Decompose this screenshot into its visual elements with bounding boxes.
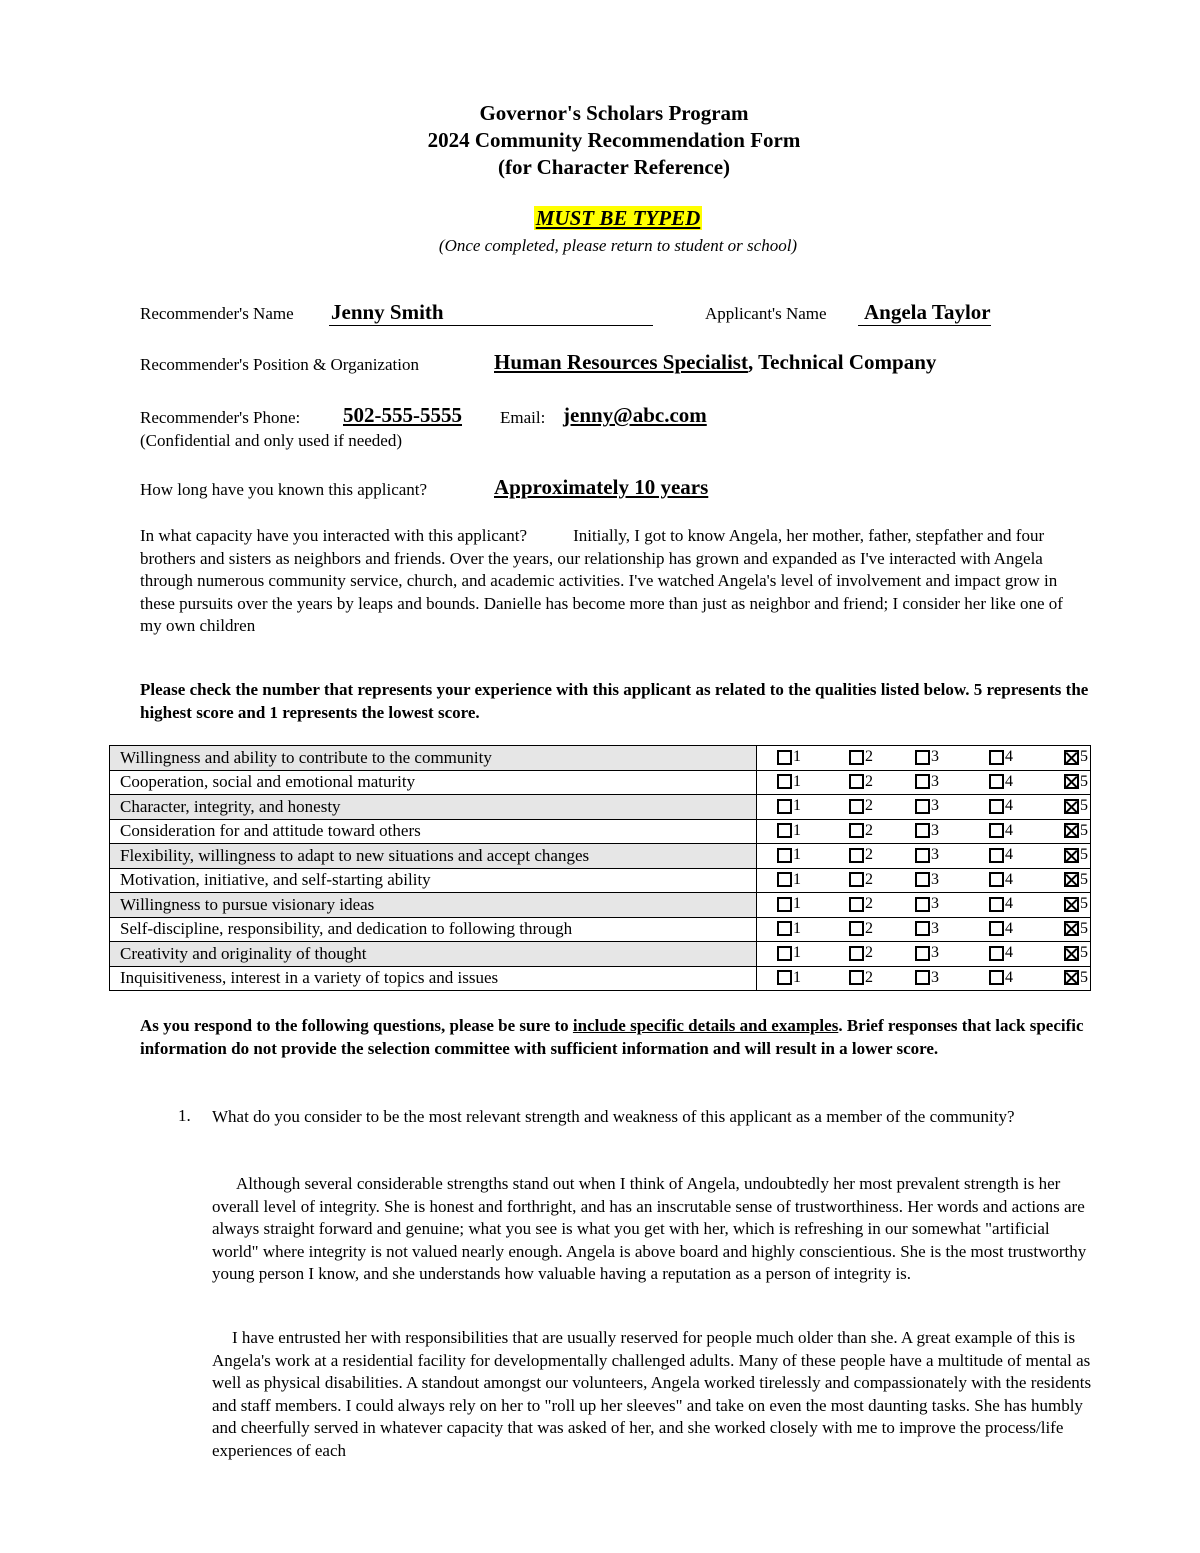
checkbox-icon[interactable] — [915, 774, 930, 789]
rating-option-2[interactable] — [849, 969, 873, 987]
rating-row — [110, 844, 1091, 869]
rating-quality-label: Flexibility, willingness to adapt to new situations and accept changes — [110, 844, 757, 869]
rating-option-number: 5 — [1080, 870, 1088, 888]
rating-quality-label: Cooperation, social and emotional maturity — [110, 770, 757, 795]
rating-option-4[interactable] — [989, 895, 1013, 913]
rating-option-number: 2 — [865, 968, 873, 986]
rating-option-1[interactable] — [777, 944, 801, 962]
rating-option-4[interactable] — [989, 773, 1013, 791]
checkbox-icon[interactable] — [915, 921, 930, 936]
checkbox-icon[interactable] — [849, 921, 864, 936]
rating-option-2[interactable] — [849, 846, 873, 864]
rating-option-2[interactable] — [849, 822, 873, 840]
checked-checkbox-icon[interactable] — [1064, 750, 1079, 765]
rating-option-1[interactable] — [777, 748, 801, 766]
rating-option-1[interactable] — [777, 920, 801, 938]
rating-option-number: 4 — [1005, 797, 1013, 815]
rating-option-2[interactable] — [849, 944, 873, 962]
rating-option-number: 4 — [1005, 944, 1013, 962]
rating-options — [757, 746, 1091, 771]
must-be-typed-label: MUST BE TYPED — [535, 206, 701, 230]
rating-option-5[interactable] — [1064, 944, 1088, 962]
checkbox-icon[interactable] — [849, 823, 864, 838]
question-1-answer-paragraph-2[interactable]: I have entrusted her with responsibilities that are usually reserved for people much older than she. A great example of this is Angela's work at a residential facility for developmentally challenged adults. Many of these people have a multitude of mental as well as physical disabilities. A standout amongst our volunteers, Angela worked tirelessly and compassionately with the residents and staff members. I could always rely on her to "roll up her sleeves" and take on even the most daunting tasks. She has humbly and cheerfully served in whatever capacity that was asked of her, and she worked closely with me to improve the process/life experiences of each — [212, 1328, 1092, 1460]
rating-row — [110, 770, 1091, 795]
applicant-name-value: Angela Taylor — [864, 300, 991, 324]
rating-quality-label: Willingness to pursue visionary ideas — [110, 893, 757, 918]
rating-option-2[interactable] — [849, 797, 873, 815]
rating-row — [110, 942, 1091, 967]
rating-option-number: 2 — [865, 895, 873, 913]
rating-option-number: 3 — [931, 772, 939, 790]
checkbox-icon[interactable] — [989, 897, 1004, 912]
rating-quality-label: Creativity and originality of thought — [110, 942, 757, 967]
program-title: Governor's Scholars Program — [479, 101, 749, 125]
questions-intro-part2: . Brief responses that lack specific information do not provide the selection committee with sufficient information and will result in a lower score. — [140, 1016, 1084, 1058]
checkbox-icon[interactable] — [915, 946, 930, 961]
rating-option-3[interactable] — [915, 797, 939, 815]
rating-option-4[interactable] — [989, 846, 1013, 864]
rating-option-number: 2 — [865, 846, 873, 864]
checkbox-icon[interactable] — [849, 897, 864, 912]
rating-option-3[interactable] — [915, 748, 939, 766]
rating-option-5[interactable] — [1064, 822, 1088, 840]
phone-value[interactable]: 502-555-5555 — [343, 403, 462, 427]
rating-row — [110, 917, 1091, 942]
rating-options — [757, 917, 1091, 942]
rating-option-number: 5 — [1080, 846, 1088, 864]
rating-option-4[interactable] — [989, 797, 1013, 815]
checkbox-icon[interactable] — [849, 872, 864, 887]
checkbox-icon[interactable] — [989, 970, 1004, 985]
rating-option-number: 5 — [1080, 821, 1088, 839]
rating-option-1[interactable] — [777, 797, 801, 815]
rating-row — [110, 893, 1091, 918]
rating-option-number: 1 — [793, 821, 801, 839]
checkbox-icon[interactable] — [777, 848, 792, 863]
rating-option-3[interactable] — [915, 871, 939, 889]
checkbox-icon[interactable] — [989, 921, 1004, 936]
checkbox-icon[interactable] — [915, 799, 930, 814]
checkbox-icon[interactable] — [915, 970, 930, 985]
rating-quality-label: Self-discipline, responsibility, and dedication to following through — [110, 917, 757, 942]
checkbox-icon[interactable] — [777, 872, 792, 887]
rating-option-number: 5 — [1080, 772, 1088, 790]
recommender-name-value: Jenny Smith — [331, 300, 444, 324]
must-be-typed-notice — [0, 206, 1200, 231]
rating-options — [757, 942, 1091, 967]
rating-option-number: 1 — [793, 895, 801, 913]
checked-checkbox-icon[interactable] — [1064, 921, 1079, 936]
checked-checkbox-icon[interactable] — [1064, 848, 1079, 863]
rating-option-number: 1 — [793, 772, 801, 790]
rating-option-1[interactable] — [777, 846, 801, 864]
rating-option-number: 4 — [1005, 821, 1013, 839]
rating-row — [110, 966, 1091, 991]
checkbox-icon[interactable] — [849, 750, 864, 765]
checkbox-icon[interactable] — [849, 799, 864, 814]
rating-option-number: 5 — [1080, 748, 1088, 766]
rating-option-number: 1 — [793, 944, 801, 962]
rating-option-number: 2 — [865, 821, 873, 839]
rating-option-4[interactable] — [989, 969, 1013, 987]
checkbox-icon[interactable] — [777, 774, 792, 789]
position-label: Recommender's Position & Organization — [140, 355, 419, 374]
rating-options — [757, 844, 1091, 869]
rating-option-number: 3 — [931, 846, 939, 864]
phone-label: Recommender's Phone: — [140, 408, 301, 427]
checkbox-icon[interactable] — [849, 946, 864, 961]
capacity-paragraph — [140, 525, 1085, 638]
checkbox-icon[interactable] — [989, 774, 1004, 789]
rating-option-number: 4 — [1005, 968, 1013, 986]
position-org-value: , Technical Company — [747, 350, 937, 374]
rating-option-3[interactable] — [915, 969, 939, 987]
rating-option-number: 4 — [1005, 919, 1013, 937]
checked-checkbox-icon[interactable] — [1064, 823, 1079, 838]
rating-option-number: 3 — [931, 797, 939, 815]
rating-quality-label: Willingness and ability to contribute to the community — [110, 746, 757, 771]
checked-checkbox-icon[interactable] — [1064, 897, 1079, 912]
applicant-name-field[interactable] — [858, 300, 991, 326]
checkbox-icon[interactable] — [777, 897, 792, 912]
checkbox-icon[interactable] — [915, 872, 930, 887]
rating-option-2[interactable] — [849, 871, 873, 889]
checkbox-icon[interactable] — [777, 946, 792, 961]
rating-option-number: 4 — [1005, 772, 1013, 790]
checkbox-icon[interactable] — [849, 848, 864, 863]
rating-option-5[interactable] — [1064, 895, 1088, 913]
rating-row — [110, 868, 1091, 893]
applicant-name-label: Applicant's Name — [705, 304, 827, 323]
rating-option-1[interactable] — [777, 969, 801, 987]
capacity-answer[interactable]: Initially, I got to know Angela, her mother, father, stepfather and four brothers and sisters as neighbors and friends. Over the years, our relationship has grown and expanded as I've interacted with Angela through numerous community service, church, and academic activities. I've watched Angela's level of involvement and impact grow in these pursuits over the years by leaps and bounds. Danielle has become more than just as neighbor and friend; I consider her like one of my own children — [140, 526, 1063, 635]
rating-options — [757, 966, 1091, 991]
rating-row — [110, 795, 1091, 820]
form-title: 2024 Community Recommendation Form — [427, 128, 801, 152]
rating-option-3[interactable] — [915, 846, 939, 864]
questions-intro — [140, 1015, 1100, 1060]
rating-option-4[interactable] — [989, 748, 1013, 766]
rating-option-number: 5 — [1080, 919, 1088, 937]
checkbox-icon[interactable] — [989, 848, 1004, 863]
rating-option-number: 1 — [793, 968, 801, 986]
known-duration-value[interactable]: Approximately 10 years — [494, 475, 709, 499]
checkbox-icon[interactable] — [915, 823, 930, 838]
rating-option-number: 5 — [1080, 968, 1088, 986]
rating-option-3[interactable] — [915, 920, 939, 938]
rating-option-number: 4 — [1005, 846, 1013, 864]
rating-option-number: 2 — [865, 772, 873, 790]
checkbox-icon[interactable] — [989, 799, 1004, 814]
rating-option-number: 3 — [931, 821, 939, 839]
rating-option-3[interactable] — [915, 773, 939, 791]
rating-option-number: 4 — [1005, 895, 1013, 913]
rating-option-number: 4 — [1005, 748, 1013, 766]
rating-option-1[interactable] — [777, 895, 801, 913]
rating-option-2[interactable] — [849, 895, 873, 913]
rating-option-4[interactable] — [989, 871, 1013, 889]
rating-option-2[interactable] — [849, 773, 873, 791]
rating-option-number: 1 — [793, 870, 801, 888]
rating-option-5[interactable] — [1064, 748, 1088, 766]
rating-option-number: 5 — [1080, 797, 1088, 815]
rating-option-2[interactable] — [849, 920, 873, 938]
rating-option-4[interactable] — [989, 944, 1013, 962]
checkbox-icon[interactable] — [777, 921, 792, 936]
rating-option-number: 3 — [931, 968, 939, 986]
known-duration-label: How long have you known this applicant? — [140, 480, 428, 499]
question-1-answer-paragraph-1[interactable]: Although several considerable strengths stand out when I think of Angela, undoubtedly her most prevalent strength is her overall level of integrity. She is honest and forthright, and has an inscrutable sense of trustworthiness. Her words and actions are always straight forward and genuine; what you see is what you get with her, which is refreshing in our somewhat "artificial world" where integrity is not valued nearly enough. Angela is above board and highly conscientious. She is the most trustworthy young person I know, and she understands how valuable having a reputation as a person of integrity is. — [212, 1174, 1087, 1283]
rating-option-4[interactable] — [989, 920, 1013, 938]
checked-checkbox-icon[interactable] — [1064, 946, 1079, 961]
form-header — [0, 100, 1200, 181]
email-label: Email: — [500, 408, 546, 427]
checkbox-icon[interactable] — [989, 750, 1004, 765]
form-subtitle: (for Character Reference) — [497, 155, 731, 179]
checkbox-icon[interactable] — [989, 872, 1004, 887]
checkbox-icon[interactable] — [777, 799, 792, 814]
rating-option-1[interactable] — [777, 773, 801, 791]
rating-row — [110, 746, 1091, 771]
rating-options — [757, 819, 1091, 844]
questions-intro-emphasis: include specific details and examples — [572, 1016, 839, 1035]
recommender-name-label: Recommender's Name — [140, 304, 294, 323]
rating-quality-label: Character, integrity, and honesty — [110, 795, 757, 820]
rating-option-5[interactable] — [1064, 773, 1088, 791]
rating-option-number: 3 — [931, 870, 939, 888]
checked-checkbox-icon[interactable] — [1064, 799, 1079, 814]
email-value[interactable]: jenny@abc.com — [563, 403, 707, 427]
checkbox-icon[interactable] — [915, 750, 930, 765]
rating-option-number: 4 — [1005, 870, 1013, 888]
rating-option-4[interactable] — [989, 822, 1013, 840]
position-title-value: Human Resources Specialist — [494, 350, 748, 374]
checkbox-icon[interactable] — [777, 970, 792, 985]
rating-options — [757, 893, 1091, 918]
rating-option-number: 1 — [793, 919, 801, 937]
rating-options — [757, 795, 1091, 820]
rating-option-5[interactable] — [1064, 871, 1088, 889]
checkbox-icon[interactable] — [849, 774, 864, 789]
rating-option-number: 2 — [865, 870, 873, 888]
checkbox-icon[interactable] — [915, 897, 930, 912]
checkbox-icon[interactable] — [989, 946, 1004, 961]
confidential-note: (Confidential and only used if needed) — [140, 431, 403, 450]
rating-option-number: 1 — [793, 797, 801, 815]
checkbox-icon[interactable] — [777, 823, 792, 838]
checked-checkbox-icon[interactable] — [1064, 774, 1079, 789]
rating-option-5[interactable] — [1064, 797, 1088, 815]
checked-checkbox-icon[interactable] — [1064, 970, 1079, 985]
questions-intro-part1: As you respond to the following questions, please be sure to — [140, 1016, 573, 1035]
rating-option-2[interactable] — [849, 748, 873, 766]
ratings-instructions: Please check the number that represents your experience with this applicant as related to the qualities listed below. 5 represents the highest score and 1 represents the lowest score. — [140, 680, 1089, 722]
ratings-table — [109, 745, 1091, 991]
rating-option-number: 2 — [865, 919, 873, 937]
rating-option-number: 5 — [1080, 895, 1088, 913]
rating-option-5[interactable] — [1064, 846, 1088, 864]
question-1-text: What do you consider to be the most relevant strength and weakness of this applicant as a member of the community? — [212, 1107, 1015, 1126]
checkbox-icon[interactable] — [989, 823, 1004, 838]
rating-option-number: 3 — [931, 944, 939, 962]
return-note: (Once completed, please return to student or school) — [438, 236, 798, 255]
rating-options — [757, 868, 1091, 893]
rating-option-5[interactable] — [1064, 920, 1088, 938]
rating-option-number: 2 — [865, 797, 873, 815]
question-1-number: 1. — [178, 1106, 191, 1125]
rating-option-number: 5 — [1080, 944, 1088, 962]
rating-option-number: 1 — [793, 846, 801, 864]
rating-option-1[interactable] — [777, 822, 801, 840]
rating-quality-label: Motivation, initiative, and self-starting ability — [110, 868, 757, 893]
rating-options — [757, 770, 1091, 795]
rating-option-number: 3 — [931, 895, 939, 913]
checkbox-icon[interactable] — [915, 848, 930, 863]
recommender-name-field[interactable] — [329, 300, 653, 326]
rating-option-number: 2 — [865, 944, 873, 962]
rating-option-3[interactable] — [915, 944, 939, 962]
rating-quality-label: Inquisitiveness, interest in a variety of topics and issues — [110, 966, 757, 991]
rating-option-3[interactable] — [915, 822, 939, 840]
rating-option-number: 1 — [793, 748, 801, 766]
rating-option-number: 3 — [931, 748, 939, 766]
rating-option-1[interactable] — [777, 871, 801, 889]
rating-option-number: 2 — [865, 748, 873, 766]
checkbox-icon[interactable] — [777, 750, 792, 765]
rating-option-5[interactable] — [1064, 969, 1088, 987]
rating-option-number: 3 — [931, 919, 939, 937]
rating-row — [110, 819, 1091, 844]
rating-option-3[interactable] — [915, 895, 939, 913]
checked-checkbox-icon[interactable] — [1064, 872, 1079, 887]
checkbox-icon[interactable] — [849, 970, 864, 985]
rating-quality-label: Consideration for and attitude toward others — [110, 819, 757, 844]
capacity-label: In what capacity have you interacted with this applicant? — [140, 526, 528, 545]
position-field[interactable] — [494, 350, 936, 375]
